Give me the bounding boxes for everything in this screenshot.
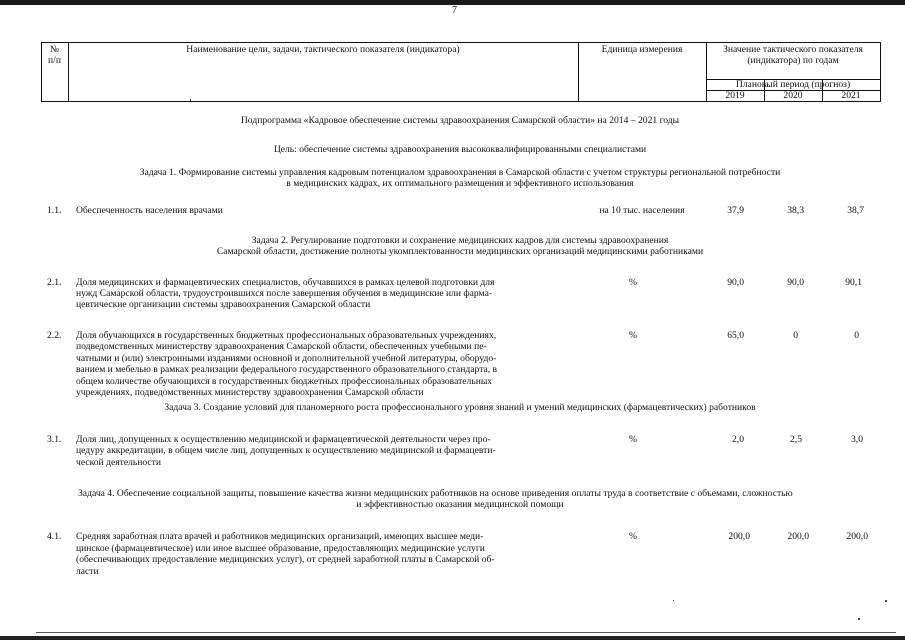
page-number: 7 <box>452 5 457 16</box>
scan-speck <box>190 99 191 101</box>
header-col-unit: Единица измерения <box>601 44 683 55</box>
header-col-number: № п/п <box>48 44 61 67</box>
scan-bottom-border <box>0 636 905 640</box>
subprogram-title: Подпрограмма «Кадровое обеспечение системы здравоохранения Самарской области» на 2014 – 2021 годы <box>240 115 680 126</box>
scan-speck <box>673 600 674 601</box>
header-col-name: Наименование цели, задачи, тактического показателя (индикатора) <box>186 44 460 55</box>
scan-speck <box>885 600 887 602</box>
goal-text: Цель: обеспечение системы здравоохранения высококвалифицированными специалистами <box>273 144 647 155</box>
header-year-2020: 2020 <box>783 90 803 101</box>
header-planning-period: Плановый период (прогноз) <box>735 79 851 90</box>
header-year-2019: 2019 <box>725 90 745 101</box>
task-3-heading: Задача 3. Создание условий для планомерного роста профессионального уровня знаний и умений медицинских (фармацевтических) работников <box>164 402 756 413</box>
scan-bottom-line <box>36 632 896 633</box>
header-col-value: Значение тактического показателя (индикатора) по годам <box>723 44 863 67</box>
scan-speck <box>858 618 860 620</box>
header-year-2021: 2021 <box>841 90 861 101</box>
